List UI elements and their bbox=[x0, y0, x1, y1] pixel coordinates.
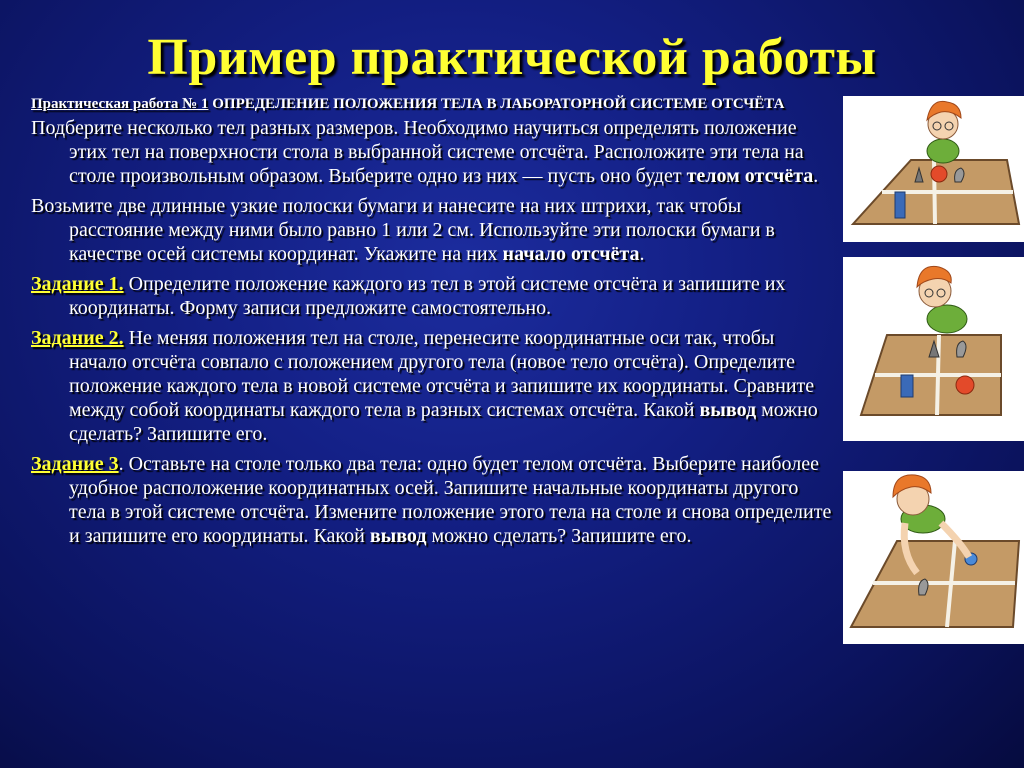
task-2-text: Не меняя положения тел на столе, перенесите координатные оси так, чтобы начало отсчёта совпало с положением другого тела (новое тело отсчёта). Определите положение каждого тела в новой системе отсчёта и запишите их координаты. Сравните между собой координаты каждого тела в разных системах отсчёта. Какой bbox=[69, 327, 815, 421]
task-1-text: Определите положение каждого из тел в этой системе отсчёта и запишите их координаты. Форму записи предложите самостоятельно. bbox=[69, 273, 786, 319]
task-2-end: можно сделать? Запишите его. bbox=[69, 399, 818, 445]
paragraph-2-bold: начало отсчёта bbox=[502, 243, 640, 265]
paragraph-2 bbox=[31, 194, 837, 266]
task-3 bbox=[31, 452, 837, 548]
task-2-bold: вывод bbox=[699, 399, 757, 421]
boy-at-table-illustration bbox=[843, 96, 1024, 242]
paragraph-1-text: Подберите несколько тел разных размеров. Необходимо научиться определять положение этих тел на поверхности стола в выбранной системе отсчёта. Расположите эти тела на столе произвольным образом. Выберите одно из них — пусть оно будет bbox=[31, 117, 804, 187]
illustration-1 bbox=[843, 96, 1024, 242]
slide-title: Пример практической работы bbox=[147, 29, 877, 86]
task-3-end: можно сделать? Запишите его. bbox=[426, 525, 692, 547]
illustration-2 bbox=[843, 257, 1024, 441]
task-2-label: Задание 2. bbox=[31, 327, 124, 349]
task-2 bbox=[31, 326, 837, 446]
paragraph-1-bold: телом отсчёта bbox=[686, 165, 814, 187]
illustration-3 bbox=[843, 471, 1024, 644]
paragraph-2-text: Возьмите две длинные узкие полоски бумаги и нанесите на них штрихи, так чтобы расстояние между ними было равно 1 или 2 см. Используйте эти полоски бумаги в качестве осей системы координат. Укажите на них bbox=[31, 195, 775, 265]
slide-content bbox=[31, 96, 837, 554]
work-heading-text: ОПРЕДЕЛЕНИЕ ПОЛОЖЕНИЯ ТЕЛА В ЛАБОРАТОРНОЙ СИСТЕМЕ ОТСЧЁТА bbox=[208, 96, 785, 112]
task-1 bbox=[31, 272, 837, 320]
work-heading bbox=[31, 96, 837, 113]
boy-leaning-over-board-illustration bbox=[843, 471, 1024, 644]
task-3-label: Задание 3 bbox=[31, 453, 119, 475]
paragraph-2-end: . bbox=[639, 243, 645, 265]
work-heading-prefix: Практическая работа № 1 bbox=[31, 96, 209, 112]
paragraph-1-end: . bbox=[813, 165, 819, 187]
boy-moving-pieces-illustration bbox=[843, 257, 1024, 441]
task-1-label: Задание 1. bbox=[31, 273, 124, 295]
task-3-bold: вывод bbox=[369, 525, 427, 547]
paragraph-1 bbox=[31, 116, 837, 188]
task-3-text: . Оставьте на столе только два тела: одно будет телом отсчёта. Выберите наиболее удобное расположение координатных осей. Запишите начальные координаты другого тела в этой системе отсчёта. Измените положение этого тела на столе и снова определите и запишите его координаты. Какой bbox=[69, 453, 832, 547]
